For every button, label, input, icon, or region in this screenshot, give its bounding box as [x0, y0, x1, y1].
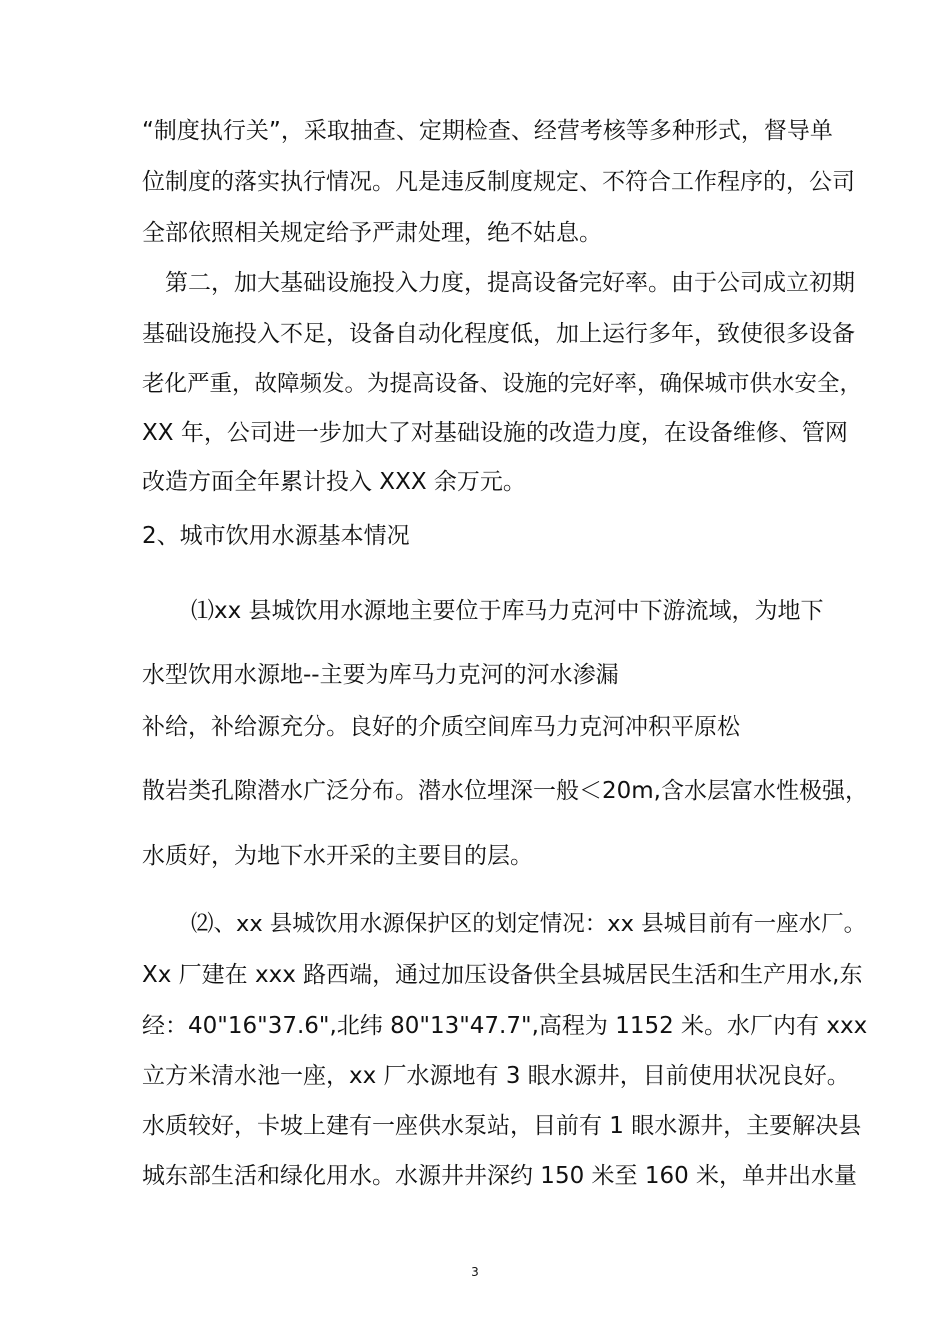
text-line-4: 第二，加大基础设施投入力度，提高设备完好率。由于公司成立初期 [165, 270, 855, 296]
text-line-18: 立方米清水池一座，xx 厂水源地有 3 眼水源井，目前使用状况良好。 [142, 1063, 850, 1089]
page-number: 3 [471, 1265, 479, 1279]
text-line-17: 经：40"16"37.6",北纬 80"13"47.7",高程为 1152 米。水厂内有 xxx [142, 1013, 868, 1039]
text-line-20: 城东部生活和绿化用水。水源井井深约 150 米至 160 米，单井出水量 [142, 1163, 858, 1189]
text-line-16: Xx 厂建在 xxx 路西端，通过加压设备供全县城居民生活和生产用水,东 [142, 962, 863, 988]
text-line-1: “制度执行关”，采取抽查、定期检查、经营考核等多种形式，督导单 [142, 118, 833, 144]
text-line-2: 位制度的落实执行情况。凡是违反制度规定、不符合工作程序的，公司 [142, 169, 855, 195]
section-heading: 2、城市饮用水源基本情况 [142, 523, 410, 549]
text-line-14: 水质好，为地下水开采的主要目的层。 [142, 843, 533, 869]
text-line-15: ⑵、xx 县城饮用水源保护区的划定情况：xx 县城目前有一座水厂。 [191, 911, 867, 937]
text-line-6: 老化严重，故障频发。为提高设备、设施的完好率，确保城市供水安全， [142, 371, 863, 397]
text-line-3: 全部依照相关规定给予严肃处理，绝不姑息。 [142, 220, 602, 246]
text-line-8: 改造方面全年累计投入 XXX 余万元。 [142, 469, 526, 495]
text-line-7: XX 年，公司进一步加大了对基础设施的改造力度，在设备维修、管网 [142, 420, 848, 446]
text-line-12: 补给，补给源充分。良好的介质空间库马力克河冲积平原松 [142, 714, 740, 740]
text-line-5: 基础设施投入不足，设备自动化程度低，加上运行多年，致使很多设备 [142, 321, 855, 347]
text-line-11: 水型饮用水源地--主要为库马力克河的河水渗漏 [142, 662, 619, 688]
text-line-10: ⑴xx 县城饮用水源地主要位于库马力克河中下游流域，为地下 [191, 598, 824, 624]
text-line-19: 水质较好，卡坡上建有一座供水泵站，目前有 1 眼水源井，主要解决县 [142, 1113, 862, 1139]
text-line-13: 散岩类孔隙潜水广泛分布。潜水位埋深一般＜20m,含水层富水性极强， [142, 778, 868, 804]
